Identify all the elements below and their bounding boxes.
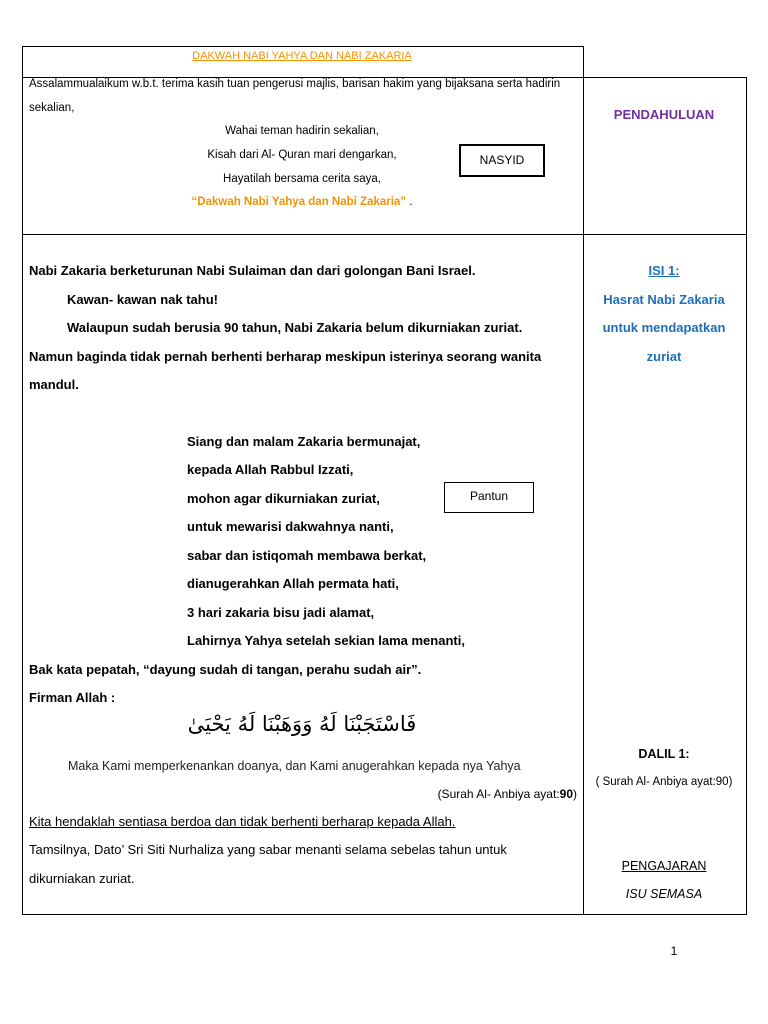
isi-1-heading: ISI 1: (648, 263, 680, 278)
surah-reference (438, 787, 577, 801)
pantun-line: kepada Allah Rabbul Izzati, (187, 462, 354, 477)
firman-allah-label: Firman Allah : (29, 690, 116, 705)
nasyid-label: NASYID (479, 153, 525, 167)
pantun-line: untuk mewarisi dakwahnya nanti, (187, 519, 394, 534)
surah-reference-close: ) (573, 787, 577, 801)
isi-1-line-1: Hasrat Nabi Zakaria (603, 292, 725, 307)
verse-4-period: . (409, 196, 413, 208)
nasyid-verse-2: Kisah dari Al- Quran mari dengarkan, (207, 149, 397, 161)
dalil-1-heading: DALIL 1: (638, 747, 690, 761)
example-line-2: dikurniakan zuriat. (29, 871, 135, 886)
page-number: 1 (670, 944, 678, 958)
pantun-line: dianugerahkan Allah permata hati, (187, 576, 399, 591)
paragraph-2: Kawan- kawan nak tahu! (67, 292, 218, 307)
nasyid-verse-3: Hayatilah bersama cerita saya, (223, 173, 381, 185)
isu-semasa-label: ISU SEMASA (625, 887, 703, 901)
paragraph-1: Nabi Zakaria berketurunan Nabi Sulaiman dan dari golongan Bani Israel. (29, 263, 476, 278)
nasyid-verse-4 (192, 196, 413, 208)
paragraph-3: Walaupun sudah berusia 90 tahun, Nabi Zakaria belum dikurniakan zuriat. (67, 320, 523, 335)
dalil-1-reference: ( Surah Al- Anbiya ayat:90) (595, 776, 733, 788)
paragraph-4-line-1: Namun baginda tidak pernah berhenti berharap meskipun isterinya seorang wanita (29, 349, 542, 364)
pantun-line: Lahirnya Yahya setelah sekian lama menanti, (187, 633, 465, 648)
isi-1-line-3: zuriat (646, 349, 682, 364)
pendahuluan-label: PENDAHULUAN (613, 107, 715, 122)
surah-reference-text: (Surah Al- Anbiya ayat: (437, 787, 560, 801)
intro-side-cell (583, 77, 747, 235)
pengajaran-label: PENGAJARAN (621, 859, 707, 873)
pantun-label: Pantun (469, 489, 509, 503)
body-cell (22, 234, 584, 915)
greeting-line-1: Assalammualaikum w.b.t. terima kasih tuan pengerusi majlis, barisan hakim yang bijaksana serta hadirin (29, 78, 561, 90)
pantun-line: Siang dan malam Zakaria bermunajat, (187, 434, 421, 449)
nasyid-verse-1: Wahai teman hadirin sekalian, (225, 125, 379, 137)
isi-1-line-2: untuk mendapatkan (602, 320, 726, 335)
surah-verse-number: 90 (559, 787, 573, 801)
verse-translation: Maka Kami memperkenankan doanya, dan Kami anugerahkan kepada nya Yahya (68, 759, 521, 773)
lesson-line: Kita hendaklah sentiasa berdoa dan tidak berhenti berharap kepada Allah. (29, 814, 456, 829)
greeting-line-2: sekalian, (29, 102, 75, 114)
pantun-line: mohon agar dikurniakan zuriat, (187, 491, 380, 506)
pantun-line: 3 hari zakaria bisu jadi alamat, (187, 605, 375, 620)
pepatah-line: Bak kata pepatah, “dayung sudah di tangan, perahu sudah air”. (29, 662, 422, 677)
pantun-line: sabar dan istiqomah membawa berkat, (187, 548, 427, 563)
quran-verse-arabic: فَاسْتَجَبْنَا لَهُ وَوَهَبْنَا لَهُ يَحْيَىٰ (187, 712, 417, 736)
paragraph-4-line-2: mandul. (29, 377, 79, 392)
example-line-1: Tamsilnya, Dato’ Sri Siti Nurhaliza yang sabar menanti selama sebelas tahun untuk (29, 842, 507, 857)
body-side-cell (583, 234, 747, 915)
story-title-quote: “Dakwah Nabi Yahya dan Nabi Zakaria” (191, 196, 407, 208)
document-title: DAKWAH NABI YAHYA DAN NABI ZAKARIA (192, 50, 412, 62)
